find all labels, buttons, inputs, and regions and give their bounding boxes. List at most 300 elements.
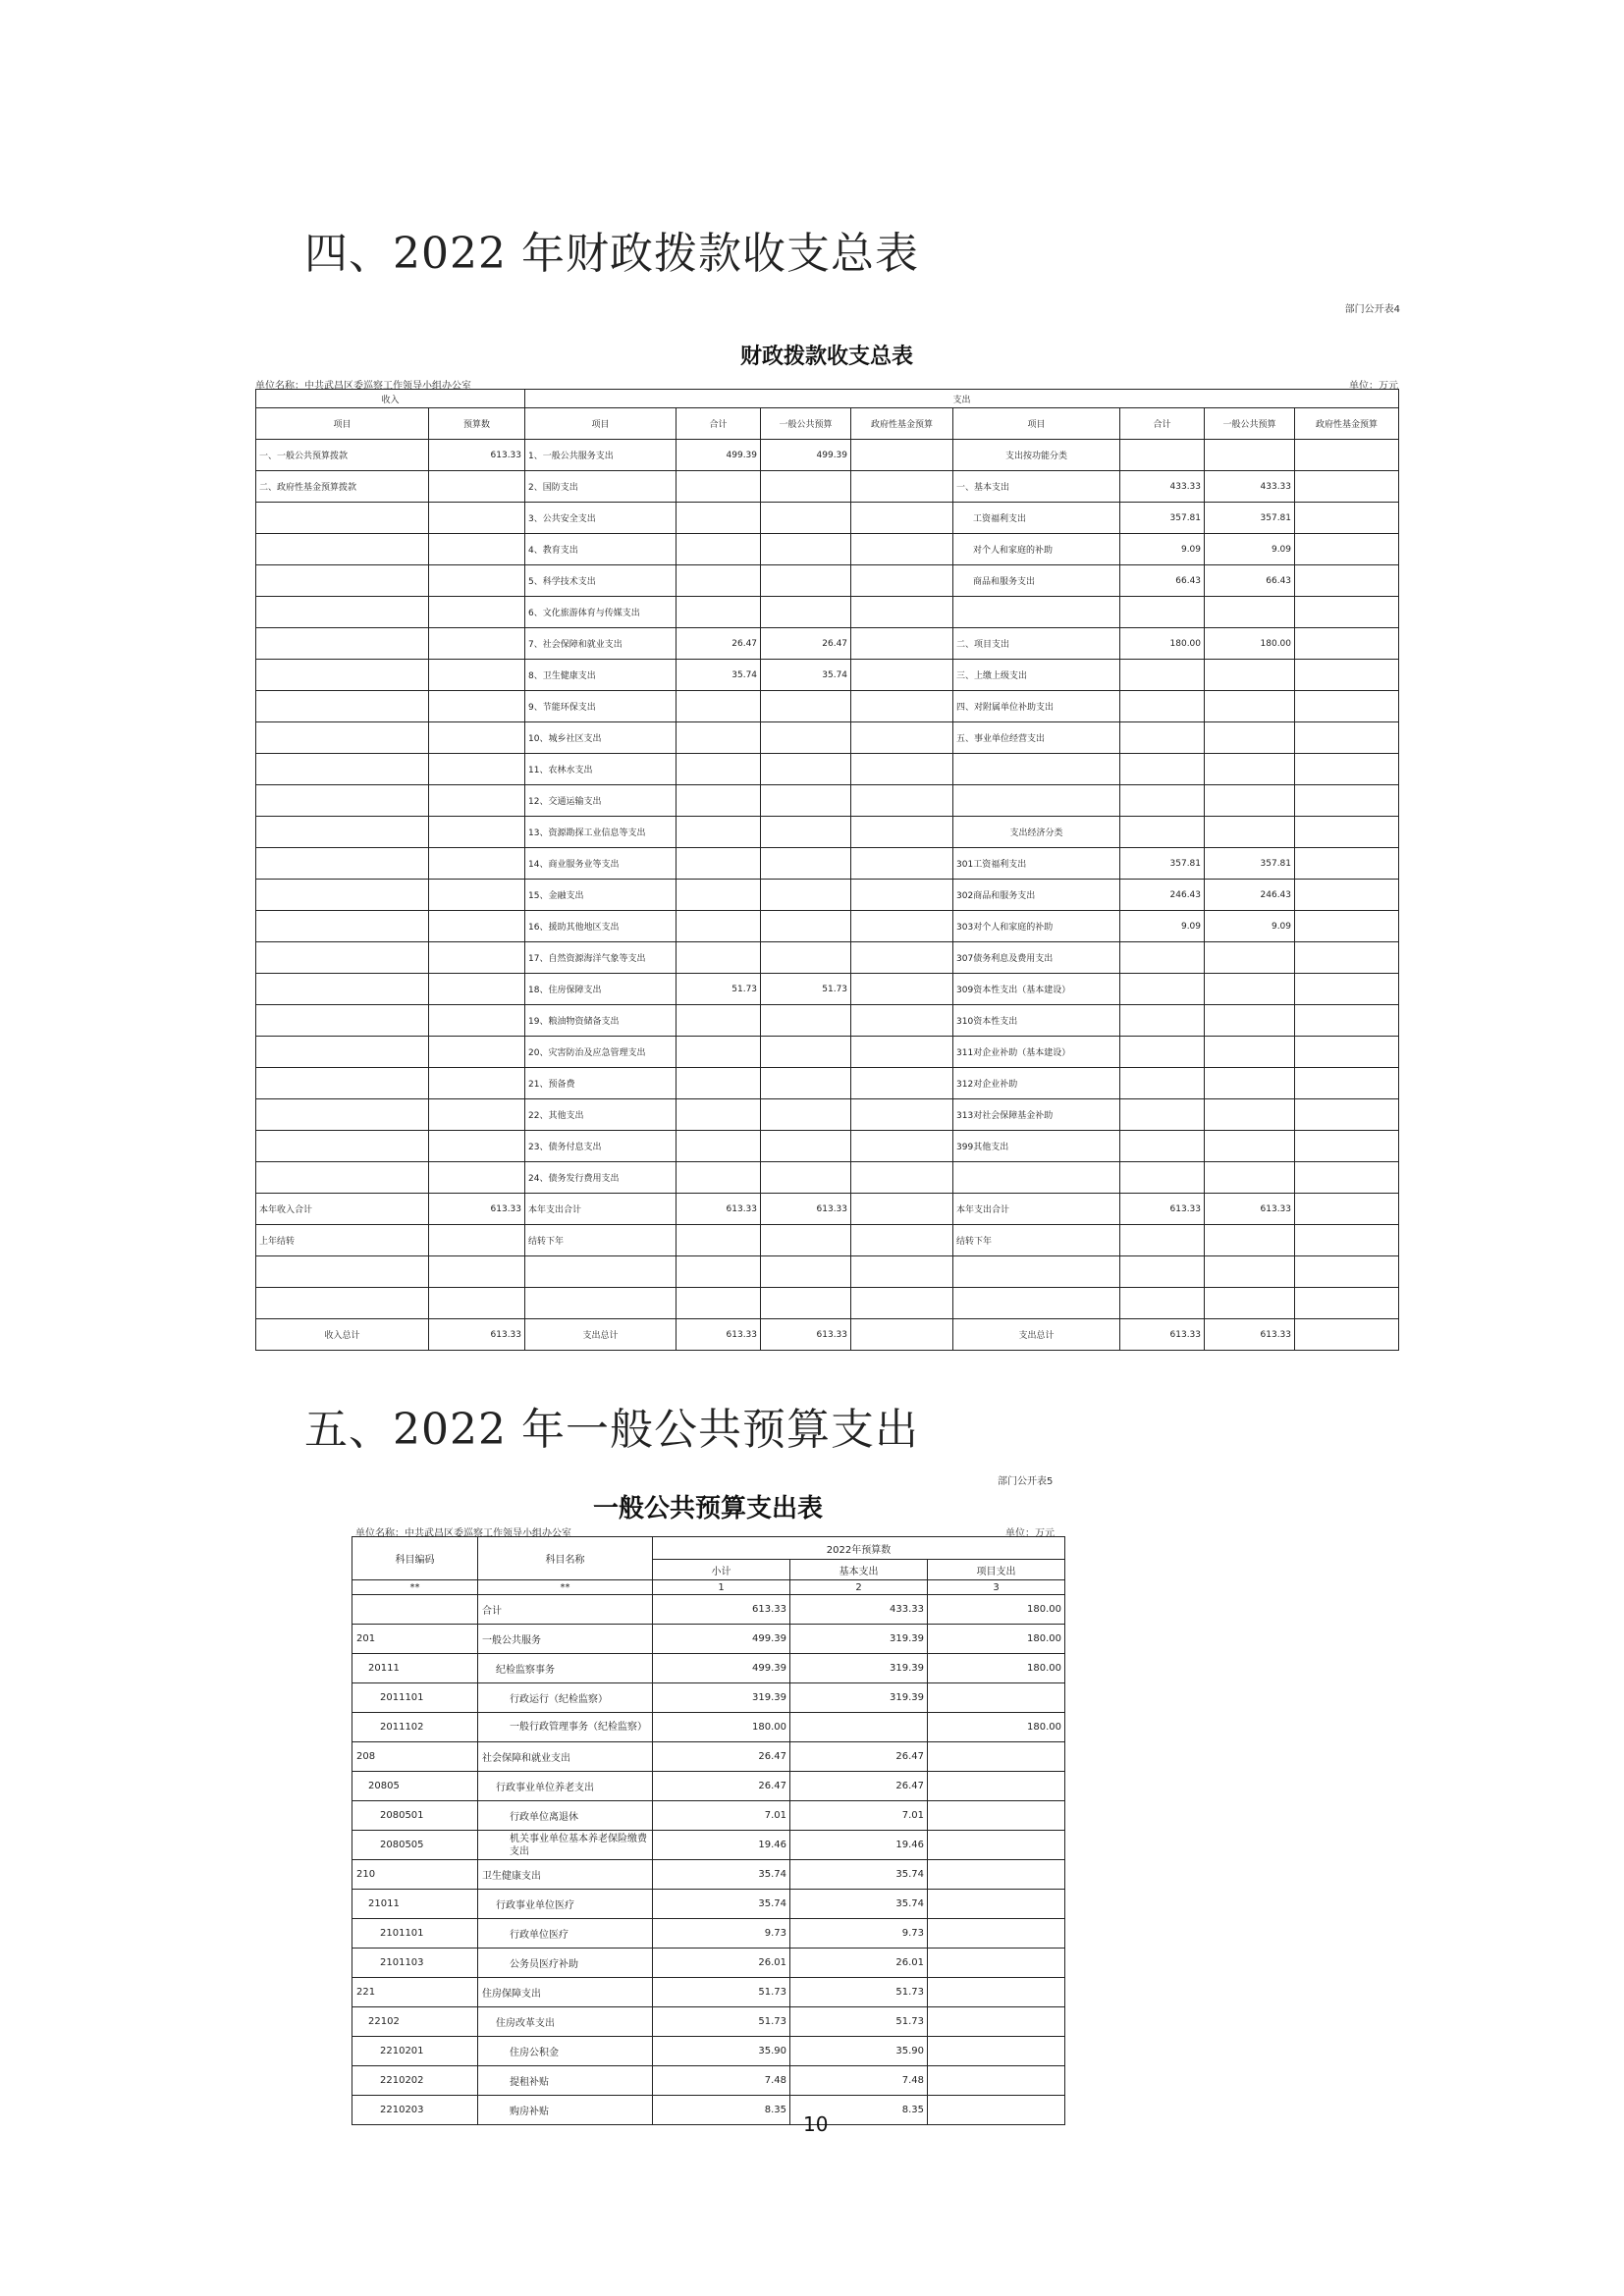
table1-cell: 357.81 bbox=[1205, 503, 1295, 534]
table1-cell bbox=[761, 471, 851, 503]
table1-cell bbox=[429, 1131, 525, 1162]
table1-cell: 613.33 bbox=[761, 1194, 851, 1225]
table1-cell bbox=[429, 880, 525, 911]
table1-cell: 10、城乡社区支出 bbox=[525, 722, 677, 754]
table1-row bbox=[256, 597, 1399, 628]
subtotal-value: 19.46 bbox=[653, 1831, 790, 1860]
table1-cell bbox=[1295, 1037, 1399, 1068]
table1-cell bbox=[761, 1162, 851, 1194]
subtotal-value: 51.73 bbox=[653, 1978, 790, 2007]
table1-cell bbox=[851, 534, 953, 565]
table1-cell bbox=[761, 1037, 851, 1068]
subject-name: 提租补贴 bbox=[478, 2066, 653, 2096]
table1-cell bbox=[1295, 911, 1399, 942]
subtotal-value: 35.74 bbox=[653, 1890, 790, 1919]
subject-name: 住房公积金 bbox=[478, 2037, 653, 2066]
table1-cell bbox=[429, 503, 525, 534]
table1-cell bbox=[1295, 565, 1399, 597]
table1-cell: 18、住房保障支出 bbox=[525, 974, 677, 1005]
project-value bbox=[928, 2096, 1065, 2125]
table1-cell bbox=[1120, 1256, 1205, 1288]
table1-row bbox=[256, 1319, 1399, 1351]
table1-cell bbox=[1120, 722, 1205, 754]
subject-code bbox=[352, 1595, 478, 1625]
table1-cell bbox=[1295, 1288, 1399, 1319]
table1-cell: 613.33 bbox=[1205, 1319, 1295, 1351]
table1-row bbox=[256, 1037, 1399, 1068]
table1-cell bbox=[677, 880, 761, 911]
table1-cell: 结转下年 bbox=[953, 1225, 1120, 1256]
table1-row bbox=[256, 534, 1399, 565]
table1-cell bbox=[429, 942, 525, 974]
subject-name: 一般公共服务 bbox=[478, 1625, 653, 1654]
table1-cell bbox=[677, 785, 761, 817]
table1-cell bbox=[1120, 691, 1205, 722]
subject-code: 2101103 bbox=[352, 1949, 478, 1978]
table1-cell bbox=[1205, 785, 1295, 817]
table1-row bbox=[256, 503, 1399, 534]
subject-code: 20805 bbox=[352, 1772, 478, 1801]
table1-cell: 303对个人和家庭的补助 bbox=[953, 911, 1120, 942]
table1-cell bbox=[1295, 1005, 1399, 1037]
table1-cell bbox=[761, 565, 851, 597]
table1-cell bbox=[1295, 628, 1399, 660]
table1-cell bbox=[1205, 1162, 1295, 1194]
table1-cell bbox=[1120, 1162, 1205, 1194]
table1-cell bbox=[851, 942, 953, 974]
table1-cell bbox=[1205, 1005, 1295, 1037]
table1-cell: 51.73 bbox=[677, 974, 761, 1005]
table1-cell bbox=[1205, 691, 1295, 722]
table1-cell: 613.33 bbox=[1120, 1194, 1205, 1225]
project-value bbox=[928, 1949, 1065, 1978]
table1-cell bbox=[851, 1037, 953, 1068]
basic-value: 26.47 bbox=[790, 1772, 928, 1801]
table1-cell bbox=[1295, 660, 1399, 691]
table1-cell bbox=[1120, 754, 1205, 785]
table1-row bbox=[256, 565, 1399, 597]
table1-cell bbox=[256, 974, 429, 1005]
table1-row bbox=[256, 440, 1399, 471]
table1-cell bbox=[256, 754, 429, 785]
table1-cell bbox=[1295, 1068, 1399, 1099]
table1-cell bbox=[429, 534, 525, 565]
table1-row bbox=[256, 880, 1399, 911]
table1-cell bbox=[429, 691, 525, 722]
table1-cell: 613.33 bbox=[429, 1194, 525, 1225]
table2-row bbox=[352, 1772, 1065, 1801]
table1-cell: 357.81 bbox=[1120, 848, 1205, 880]
project-value bbox=[928, 2066, 1065, 2096]
basic-value: 9.73 bbox=[790, 1919, 928, 1949]
table1-cell bbox=[677, 565, 761, 597]
subtotal-value: 26.47 bbox=[653, 1742, 790, 1772]
subject-name: 住房保障支出 bbox=[478, 1978, 653, 2007]
table1-cell: 对个人和家庭的补助 bbox=[953, 534, 1120, 565]
table1-cell: 13、资源勘探工业信息等支出 bbox=[525, 817, 677, 848]
table1-cell bbox=[953, 597, 1120, 628]
table1-cell bbox=[761, 597, 851, 628]
table1-cell bbox=[429, 1005, 525, 1037]
table1-cell bbox=[1205, 754, 1295, 785]
basic-value bbox=[790, 1713, 928, 1742]
table1-cell bbox=[1120, 942, 1205, 974]
table1-cell: 9.09 bbox=[1120, 534, 1205, 565]
table1-cell bbox=[1295, 754, 1399, 785]
project-value: 180.00 bbox=[928, 1595, 1065, 1625]
table1-cell: 20、灾害防治及应急管理支出 bbox=[525, 1037, 677, 1068]
subject-code: 2080505 bbox=[352, 1831, 478, 1860]
col-name: 科目名称 bbox=[478, 1537, 653, 1580]
table1-cell bbox=[851, 1131, 953, 1162]
table1-unit-name: 单位名称：中共武昌区委巡察工作领导小组办公室 bbox=[255, 381, 471, 392]
table1-cell: 311对企业补助（基本建设） bbox=[953, 1037, 1120, 1068]
table1-cell: 一、基本支出 bbox=[953, 471, 1120, 503]
table1-cell bbox=[1205, 1225, 1295, 1256]
subject-name: 住房改革支出 bbox=[478, 2007, 653, 2037]
table1-cell bbox=[429, 754, 525, 785]
basic-value: 8.35 bbox=[790, 2096, 928, 2125]
table1-cell bbox=[851, 1256, 953, 1288]
table1-cell: 四、对附属单位补助支出 bbox=[953, 691, 1120, 722]
table2-row bbox=[352, 1919, 1065, 1949]
project-value bbox=[928, 1860, 1065, 1890]
table1-row bbox=[256, 722, 1399, 754]
subject-name: 纪检监察事务 bbox=[478, 1654, 653, 1683]
table1-row bbox=[256, 942, 1399, 974]
table1-cell bbox=[256, 1068, 429, 1099]
col-item: 项目 bbox=[256, 408, 429, 440]
section4-heading: 四、2022 年财政拨款收支总表 bbox=[304, 229, 919, 279]
fiscal-appropriation-table bbox=[255, 389, 1399, 1351]
subject-name: 行政运行（纪检监察） bbox=[478, 1683, 653, 1713]
table1-cell bbox=[1295, 817, 1399, 848]
table1-row bbox=[256, 1068, 1399, 1099]
table1-row bbox=[256, 691, 1399, 722]
table1-cell bbox=[525, 1288, 677, 1319]
table1-cell: 246.43 bbox=[1205, 880, 1295, 911]
income-header: 收入 bbox=[256, 390, 525, 408]
table1-cell bbox=[761, 1068, 851, 1099]
table1-row bbox=[256, 848, 1399, 880]
table1-cell bbox=[851, 1162, 953, 1194]
subject-code: 2210203 bbox=[352, 2096, 478, 2125]
table1-cell: 本年支出合计 bbox=[525, 1194, 677, 1225]
basic-value: 26.01 bbox=[790, 1949, 928, 1978]
table2-unit-name: 单位名称：中共武昌区委巡察工作领导小组办公室 bbox=[355, 1528, 571, 1539]
table1-cell: 15、金融支出 bbox=[525, 880, 677, 911]
table1-cell bbox=[851, 503, 953, 534]
table1-cell: 312对企业补助 bbox=[953, 1068, 1120, 1099]
subject-name: 卫生健康支出 bbox=[478, 1860, 653, 1890]
subtotal-value: 319.39 bbox=[653, 1683, 790, 1713]
table1-cell bbox=[429, 911, 525, 942]
table2-row bbox=[352, 1978, 1065, 2007]
project-value: 180.00 bbox=[928, 1713, 1065, 1742]
subtotal-value: 7.48 bbox=[653, 2066, 790, 2096]
table1-cell bbox=[851, 1099, 953, 1131]
table1-cell: 357.81 bbox=[1120, 503, 1205, 534]
table1-cell bbox=[1295, 534, 1399, 565]
table1-cell: 499.39 bbox=[677, 440, 761, 471]
table1-cell bbox=[256, 691, 429, 722]
subject-code: 210 bbox=[352, 1860, 478, 1890]
table1-cell: 246.43 bbox=[1120, 880, 1205, 911]
table1-cell bbox=[851, 1288, 953, 1319]
table1-cell bbox=[256, 1131, 429, 1162]
table1-row bbox=[256, 1288, 1399, 1319]
subject-code: 2011102 bbox=[352, 1713, 478, 1742]
table1-cell bbox=[851, 785, 953, 817]
table2-title: 一般公共预算支出表 bbox=[592, 1494, 823, 1523]
table1-cell: 上年结转 bbox=[256, 1225, 429, 1256]
table1-cell: 4、教育支出 bbox=[525, 534, 677, 565]
col-general-budget: 一般公共预算 bbox=[761, 408, 851, 440]
table1-cell: 11、农林水支出 bbox=[525, 754, 677, 785]
col-total: 合计 bbox=[1120, 408, 1205, 440]
table1-cell: 21、预备费 bbox=[525, 1068, 677, 1099]
table1-cell bbox=[1205, 942, 1295, 974]
table1-cell bbox=[677, 471, 761, 503]
table1-cell bbox=[1205, 1131, 1295, 1162]
table1-cell bbox=[677, 1256, 761, 1288]
table1-cell bbox=[677, 942, 761, 974]
subtotal-value: 499.39 bbox=[653, 1625, 790, 1654]
table1-cell bbox=[1205, 440, 1295, 471]
table1-cell bbox=[851, 848, 953, 880]
subtotal-value: 35.90 bbox=[653, 2037, 790, 2066]
table1-cell: 5、科学技术支出 bbox=[525, 565, 677, 597]
subject-code: 208 bbox=[352, 1742, 478, 1772]
table2-row bbox=[352, 1625, 1065, 1654]
subject-code: 21011 bbox=[352, 1890, 478, 1919]
table1-cell bbox=[256, 628, 429, 660]
table1-cell bbox=[256, 565, 429, 597]
table1-cell bbox=[761, 1131, 851, 1162]
table1-cell bbox=[761, 1256, 851, 1288]
basic-value: 319.39 bbox=[790, 1625, 928, 1654]
table1-cell: 499.39 bbox=[761, 440, 851, 471]
table1-cell bbox=[1120, 1225, 1205, 1256]
table1-cell bbox=[1295, 848, 1399, 880]
subject-code: 221 bbox=[352, 1978, 478, 2007]
table1-cell bbox=[256, 660, 429, 691]
table1-cell: 35.74 bbox=[677, 660, 761, 691]
project-value bbox=[928, 2007, 1065, 2037]
table1-cell: 433.33 bbox=[1205, 471, 1295, 503]
project-value: 180.00 bbox=[928, 1625, 1065, 1654]
table1-cell bbox=[677, 597, 761, 628]
table1-cell: 工资福利支出 bbox=[953, 503, 1120, 534]
table1-cell bbox=[256, 848, 429, 880]
table1-cell bbox=[851, 722, 953, 754]
table1-cell: 收入总计 bbox=[256, 1319, 429, 1351]
table1-cell: 支出总计 bbox=[953, 1319, 1120, 1351]
table1-row bbox=[256, 1256, 1399, 1288]
subject-code: 22102 bbox=[352, 2007, 478, 2037]
table1-cell bbox=[1295, 1256, 1399, 1288]
basic-value: 35.90 bbox=[790, 2037, 928, 2066]
table2-unit: 单位：万元 bbox=[1005, 1528, 1055, 1539]
table1-cell bbox=[851, 1319, 953, 1351]
table1-cell bbox=[761, 1288, 851, 1319]
table1-cell bbox=[761, 1099, 851, 1131]
table1-cell bbox=[761, 942, 851, 974]
table1-cell: 302商品和服务支出 bbox=[953, 880, 1120, 911]
table1-cell bbox=[1295, 785, 1399, 817]
table1-cell: 433.33 bbox=[1120, 471, 1205, 503]
idx-3: 3 bbox=[928, 1580, 1065, 1595]
idx-code: ** bbox=[352, 1580, 478, 1595]
table1-cell bbox=[761, 534, 851, 565]
subject-code: 2080501 bbox=[352, 1801, 478, 1831]
table1-row bbox=[256, 911, 1399, 942]
table1-cell bbox=[953, 785, 1120, 817]
table1-cell bbox=[761, 503, 851, 534]
subject-code: 2101101 bbox=[352, 1919, 478, 1949]
table1-cell bbox=[761, 911, 851, 942]
table1-cell: 本年支出合计 bbox=[953, 1194, 1120, 1225]
table2-row bbox=[352, 1654, 1065, 1683]
basic-value: 26.47 bbox=[790, 1742, 928, 1772]
table1-cell bbox=[1120, 1131, 1205, 1162]
table2-row bbox=[352, 2096, 1065, 2125]
table1-cell bbox=[429, 1225, 525, 1256]
table1-cell bbox=[677, 691, 761, 722]
table2-row bbox=[352, 1949, 1065, 1978]
table1-cell bbox=[1295, 440, 1399, 471]
table2-row bbox=[352, 1860, 1065, 1890]
table1-cell bbox=[761, 880, 851, 911]
table1-cell: 二、政府性基金预算拨款 bbox=[256, 471, 429, 503]
table1-cell bbox=[429, 628, 525, 660]
table1-cell: 357.81 bbox=[1205, 848, 1295, 880]
col-general-budget: 一般公共预算 bbox=[1205, 408, 1295, 440]
table1-unit: 单位：万元 bbox=[1349, 381, 1398, 392]
table1-cell bbox=[1120, 660, 1205, 691]
table1-cell: 6、文化旅游体育与传媒支出 bbox=[525, 597, 677, 628]
subject-name: 机关事业单位基本养老保险缴费支出 bbox=[478, 1831, 653, 1860]
table1-cell: 9.09 bbox=[1205, 911, 1295, 942]
table1-cell bbox=[1295, 691, 1399, 722]
table1-cell: 613.33 bbox=[1120, 1319, 1205, 1351]
table1-cell bbox=[1295, 880, 1399, 911]
col-group-2022: 2022年预算数 bbox=[653, 1537, 1065, 1560]
table1-cell: 9.09 bbox=[1120, 911, 1205, 942]
table1-cell bbox=[1120, 597, 1205, 628]
page-number: 10 bbox=[803, 2112, 829, 2136]
basic-value: 319.39 bbox=[790, 1683, 928, 1713]
table1-cell: 180.00 bbox=[1120, 628, 1205, 660]
table1-cell bbox=[953, 1256, 1120, 1288]
table1-cell bbox=[429, 597, 525, 628]
project-value bbox=[928, 1801, 1065, 1831]
table1-cell: 12、交通运输支出 bbox=[525, 785, 677, 817]
project-value bbox=[928, 1772, 1065, 1801]
table1-cell: 23、债务付息支出 bbox=[525, 1131, 677, 1162]
table1-cell: 9、节能环保支出 bbox=[525, 691, 677, 722]
expense-header: 支出 bbox=[525, 390, 1399, 408]
table1-cell bbox=[851, 754, 953, 785]
basic-value: 51.73 bbox=[790, 2007, 928, 2037]
table1-cell bbox=[1205, 1256, 1295, 1288]
table1-cell bbox=[851, 660, 953, 691]
table1-cell bbox=[851, 880, 953, 911]
subtotal-value: 499.39 bbox=[653, 1654, 790, 1683]
table1-cell: 支出总计 bbox=[525, 1319, 677, 1351]
table1-cell bbox=[851, 1194, 953, 1225]
subtotal-value: 51.73 bbox=[653, 2007, 790, 2037]
table1-cell bbox=[1120, 1099, 1205, 1131]
table1-cell: 结转下年 bbox=[525, 1225, 677, 1256]
table1-cell bbox=[1205, 722, 1295, 754]
table1-cell: 51.73 bbox=[761, 974, 851, 1005]
table1-row bbox=[256, 1131, 1399, 1162]
table1-cell bbox=[761, 848, 851, 880]
table1-cell bbox=[953, 1288, 1120, 1319]
table1-cell bbox=[851, 628, 953, 660]
table1-cell bbox=[1295, 974, 1399, 1005]
basic-value: 51.73 bbox=[790, 1978, 928, 2007]
table1-row bbox=[256, 817, 1399, 848]
subject-code: 20111 bbox=[352, 1654, 478, 1683]
table1-cell bbox=[256, 1005, 429, 1037]
col-item: 项目 bbox=[953, 408, 1120, 440]
table1-cell bbox=[1205, 817, 1295, 848]
col-subtotal: 小计 bbox=[653, 1560, 790, 1580]
table1-cell bbox=[429, 722, 525, 754]
table1-cell: 8、卫生健康支出 bbox=[525, 660, 677, 691]
table1-cell: 26.47 bbox=[761, 628, 851, 660]
table1-cell bbox=[256, 785, 429, 817]
col-basic: 基本支出 bbox=[790, 1560, 928, 1580]
basic-value: 35.74 bbox=[790, 1860, 928, 1890]
table1-cell bbox=[429, 471, 525, 503]
col-budget: 预算数 bbox=[429, 408, 525, 440]
table1-cell bbox=[429, 1256, 525, 1288]
table1-cell bbox=[429, 1162, 525, 1194]
table1-cell bbox=[761, 722, 851, 754]
table1-cell: 66.43 bbox=[1205, 565, 1295, 597]
table1-row bbox=[256, 628, 1399, 660]
table1-cell: 22、其他支出 bbox=[525, 1099, 677, 1131]
basic-value: 35.74 bbox=[790, 1890, 928, 1919]
subject-code: 2210202 bbox=[352, 2066, 478, 2096]
table1-cell: 66.43 bbox=[1120, 565, 1205, 597]
table1-cell bbox=[677, 848, 761, 880]
subtotal-value: 26.01 bbox=[653, 1949, 790, 1978]
table1-row bbox=[256, 1005, 1399, 1037]
table1-cell bbox=[1205, 597, 1295, 628]
table1-cell: 1、一般公共服务支出 bbox=[525, 440, 677, 471]
table2-row bbox=[352, 1595, 1065, 1625]
table1-cell bbox=[429, 1288, 525, 1319]
col-project: 项目支出 bbox=[928, 1560, 1065, 1580]
subtotal-value: 9.73 bbox=[653, 1919, 790, 1949]
table2-row bbox=[352, 1801, 1065, 1831]
table1-row bbox=[256, 471, 1399, 503]
table1-cell: 19、粮油物资储备支出 bbox=[525, 1005, 677, 1037]
subject-code: 2210201 bbox=[352, 2037, 478, 2066]
subject-name: 行政事业单位医疗 bbox=[478, 1890, 653, 1919]
col-total: 合计 bbox=[677, 408, 761, 440]
project-value bbox=[928, 1742, 1065, 1772]
table1-cell: 613.33 bbox=[677, 1319, 761, 1351]
subject-name: 行政事业单位养老支出 bbox=[478, 1772, 653, 1801]
table1-cell bbox=[677, 817, 761, 848]
table1-row bbox=[256, 1162, 1399, 1194]
table1-cell bbox=[1295, 503, 1399, 534]
